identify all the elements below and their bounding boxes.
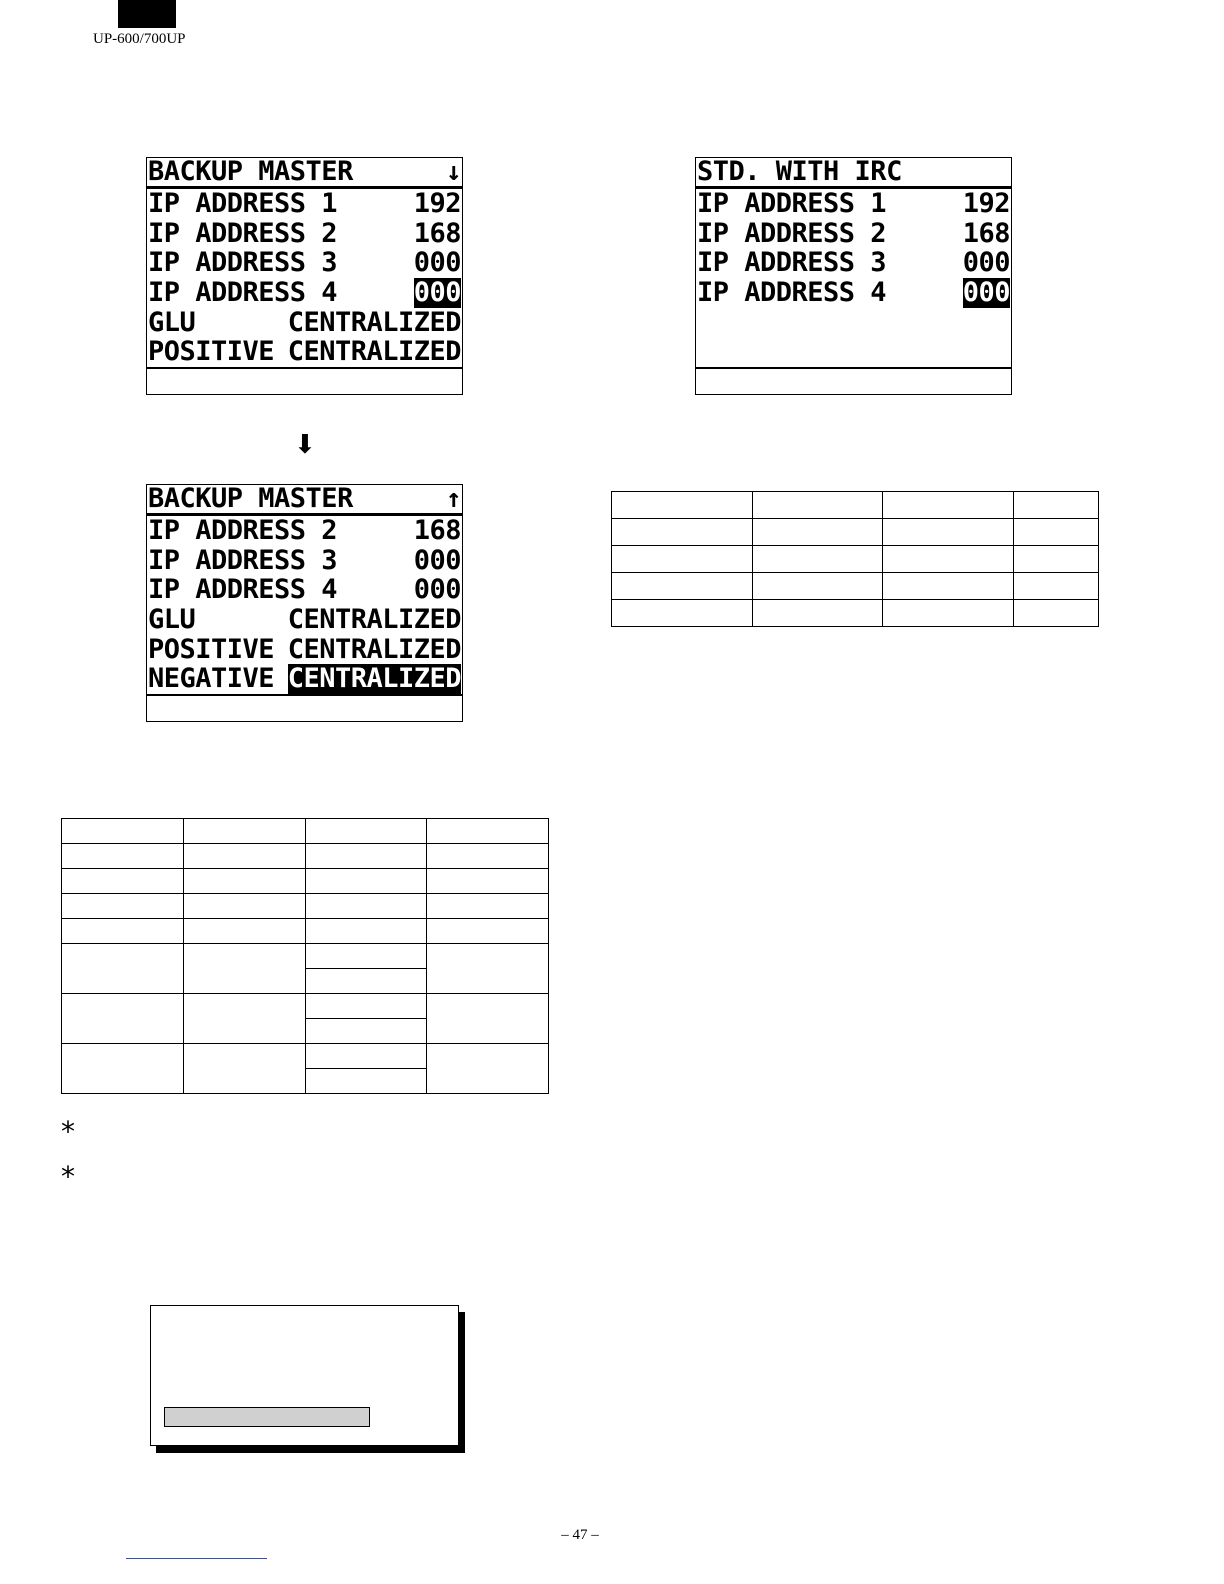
lcd-title-row (696, 158, 1011, 189)
row-label: POSITIVE (148, 336, 275, 368)
lcd-row (147, 516, 462, 546)
lcd-row (696, 278, 1011, 308)
scroll-up-icon: ↑ (445, 484, 461, 514)
table-row (62, 869, 549, 894)
lcd-row (147, 605, 462, 635)
settings-table-left (61, 818, 549, 1094)
row-label: GLU (148, 604, 196, 636)
row-value: 000 (413, 544, 461, 576)
lcd-backup-master-page2 (146, 484, 463, 722)
flow-down-arrow-icon: ⬇ (294, 430, 316, 460)
row-label: GLU (148, 306, 196, 338)
lcd-row (147, 219, 462, 249)
page-number: – 47 – (561, 1527, 599, 1543)
cursor-value[interactable]: CENTRALIZED (287, 663, 461, 695)
lcd-title: BACKUP MASTER (148, 483, 353, 514)
lcd-backup-master-page1 (146, 157, 463, 395)
table-row (612, 600, 1099, 627)
row-value: CENTRALIZED (287, 306, 461, 338)
row-label: IP ADDRESS 3 (148, 247, 338, 279)
row-value: 000 (413, 247, 461, 279)
row-label: POSITIVE (148, 633, 275, 665)
table-row (612, 492, 1099, 519)
table-row (62, 919, 549, 944)
lcd-row (147, 546, 462, 576)
table-row (612, 546, 1099, 573)
row-value: 168 (413, 217, 461, 249)
table-row (62, 819, 549, 844)
lcd-row (696, 189, 1011, 219)
lcd-bottom-rule (696, 367, 1011, 369)
row-value: 192 (962, 188, 1010, 219)
row-value: CENTRALIZED (287, 336, 461, 368)
footer-link-rule[interactable] (126, 1558, 267, 1559)
row-value: 192 (413, 188, 461, 219)
table-row (612, 519, 1099, 546)
row-label: IP ADDRESS 2 (148, 515, 338, 546)
row-label: IP ADDRESS 3 (148, 544, 338, 576)
lcd-title-row (147, 485, 462, 516)
cursor-value[interactable]: 000 (962, 277, 1010, 309)
row-label: NEGATIVE (148, 663, 275, 695)
lcd-row (147, 189, 462, 219)
lcd-bottom-rule (147, 694, 462, 696)
row-value: 168 (962, 217, 1010, 249)
table-row (62, 894, 549, 919)
row-label: IP ADDRESS 3 (697, 247, 887, 279)
table-row (62, 844, 549, 869)
settings-table-right (611, 491, 1099, 627)
row-label: IP ADDRESS 4 (148, 574, 338, 606)
lcd-row (147, 337, 462, 367)
lcd-row (147, 635, 462, 665)
row-value: 168 (413, 515, 461, 546)
row-value: 000 (962, 247, 1010, 279)
lcd-std-with-irc (695, 157, 1012, 395)
table-row (612, 573, 1099, 600)
lcd-title: BACKUP MASTER (148, 156, 353, 187)
lcd-row (147, 664, 462, 694)
row-label: IP ADDRESS 4 (697, 277, 887, 309)
row-label: IP ADDRESS 2 (148, 217, 338, 249)
model-label: UP-600/700UP (93, 31, 186, 47)
lcd-row (696, 219, 1011, 249)
table-row (62, 994, 549, 1019)
lcd-bottom-rule (147, 367, 462, 369)
lcd-title: STD. WITH IRC (697, 156, 902, 187)
table-row (62, 944, 549, 969)
lcd-row (147, 575, 462, 605)
row-value: CENTRALIZED (287, 633, 461, 665)
scroll-down-icon: ↓ (445, 157, 461, 187)
note-asterisk: * (61, 1160, 75, 1193)
header-black-block (118, 0, 176, 28)
note-asterisk: * (61, 1115, 75, 1148)
row-label: IP ADDRESS 4 (148, 277, 338, 309)
row-label: IP ADDRESS 1 (697, 188, 887, 219)
row-label: IP ADDRESS 2 (697, 217, 887, 249)
lcd-row (147, 248, 462, 278)
lcd-row (147, 278, 462, 308)
lcd-row (147, 308, 462, 338)
row-value: CENTRALIZED (287, 604, 461, 636)
lcd-title-row (147, 158, 462, 189)
dialog-input-bar[interactable] (164, 1407, 370, 1427)
row-label: IP ADDRESS 1 (148, 188, 338, 219)
lcd-row (696, 248, 1011, 278)
row-value: 000 (413, 574, 461, 606)
table-row (62, 1044, 549, 1069)
cursor-value[interactable]: 000 (413, 277, 461, 309)
